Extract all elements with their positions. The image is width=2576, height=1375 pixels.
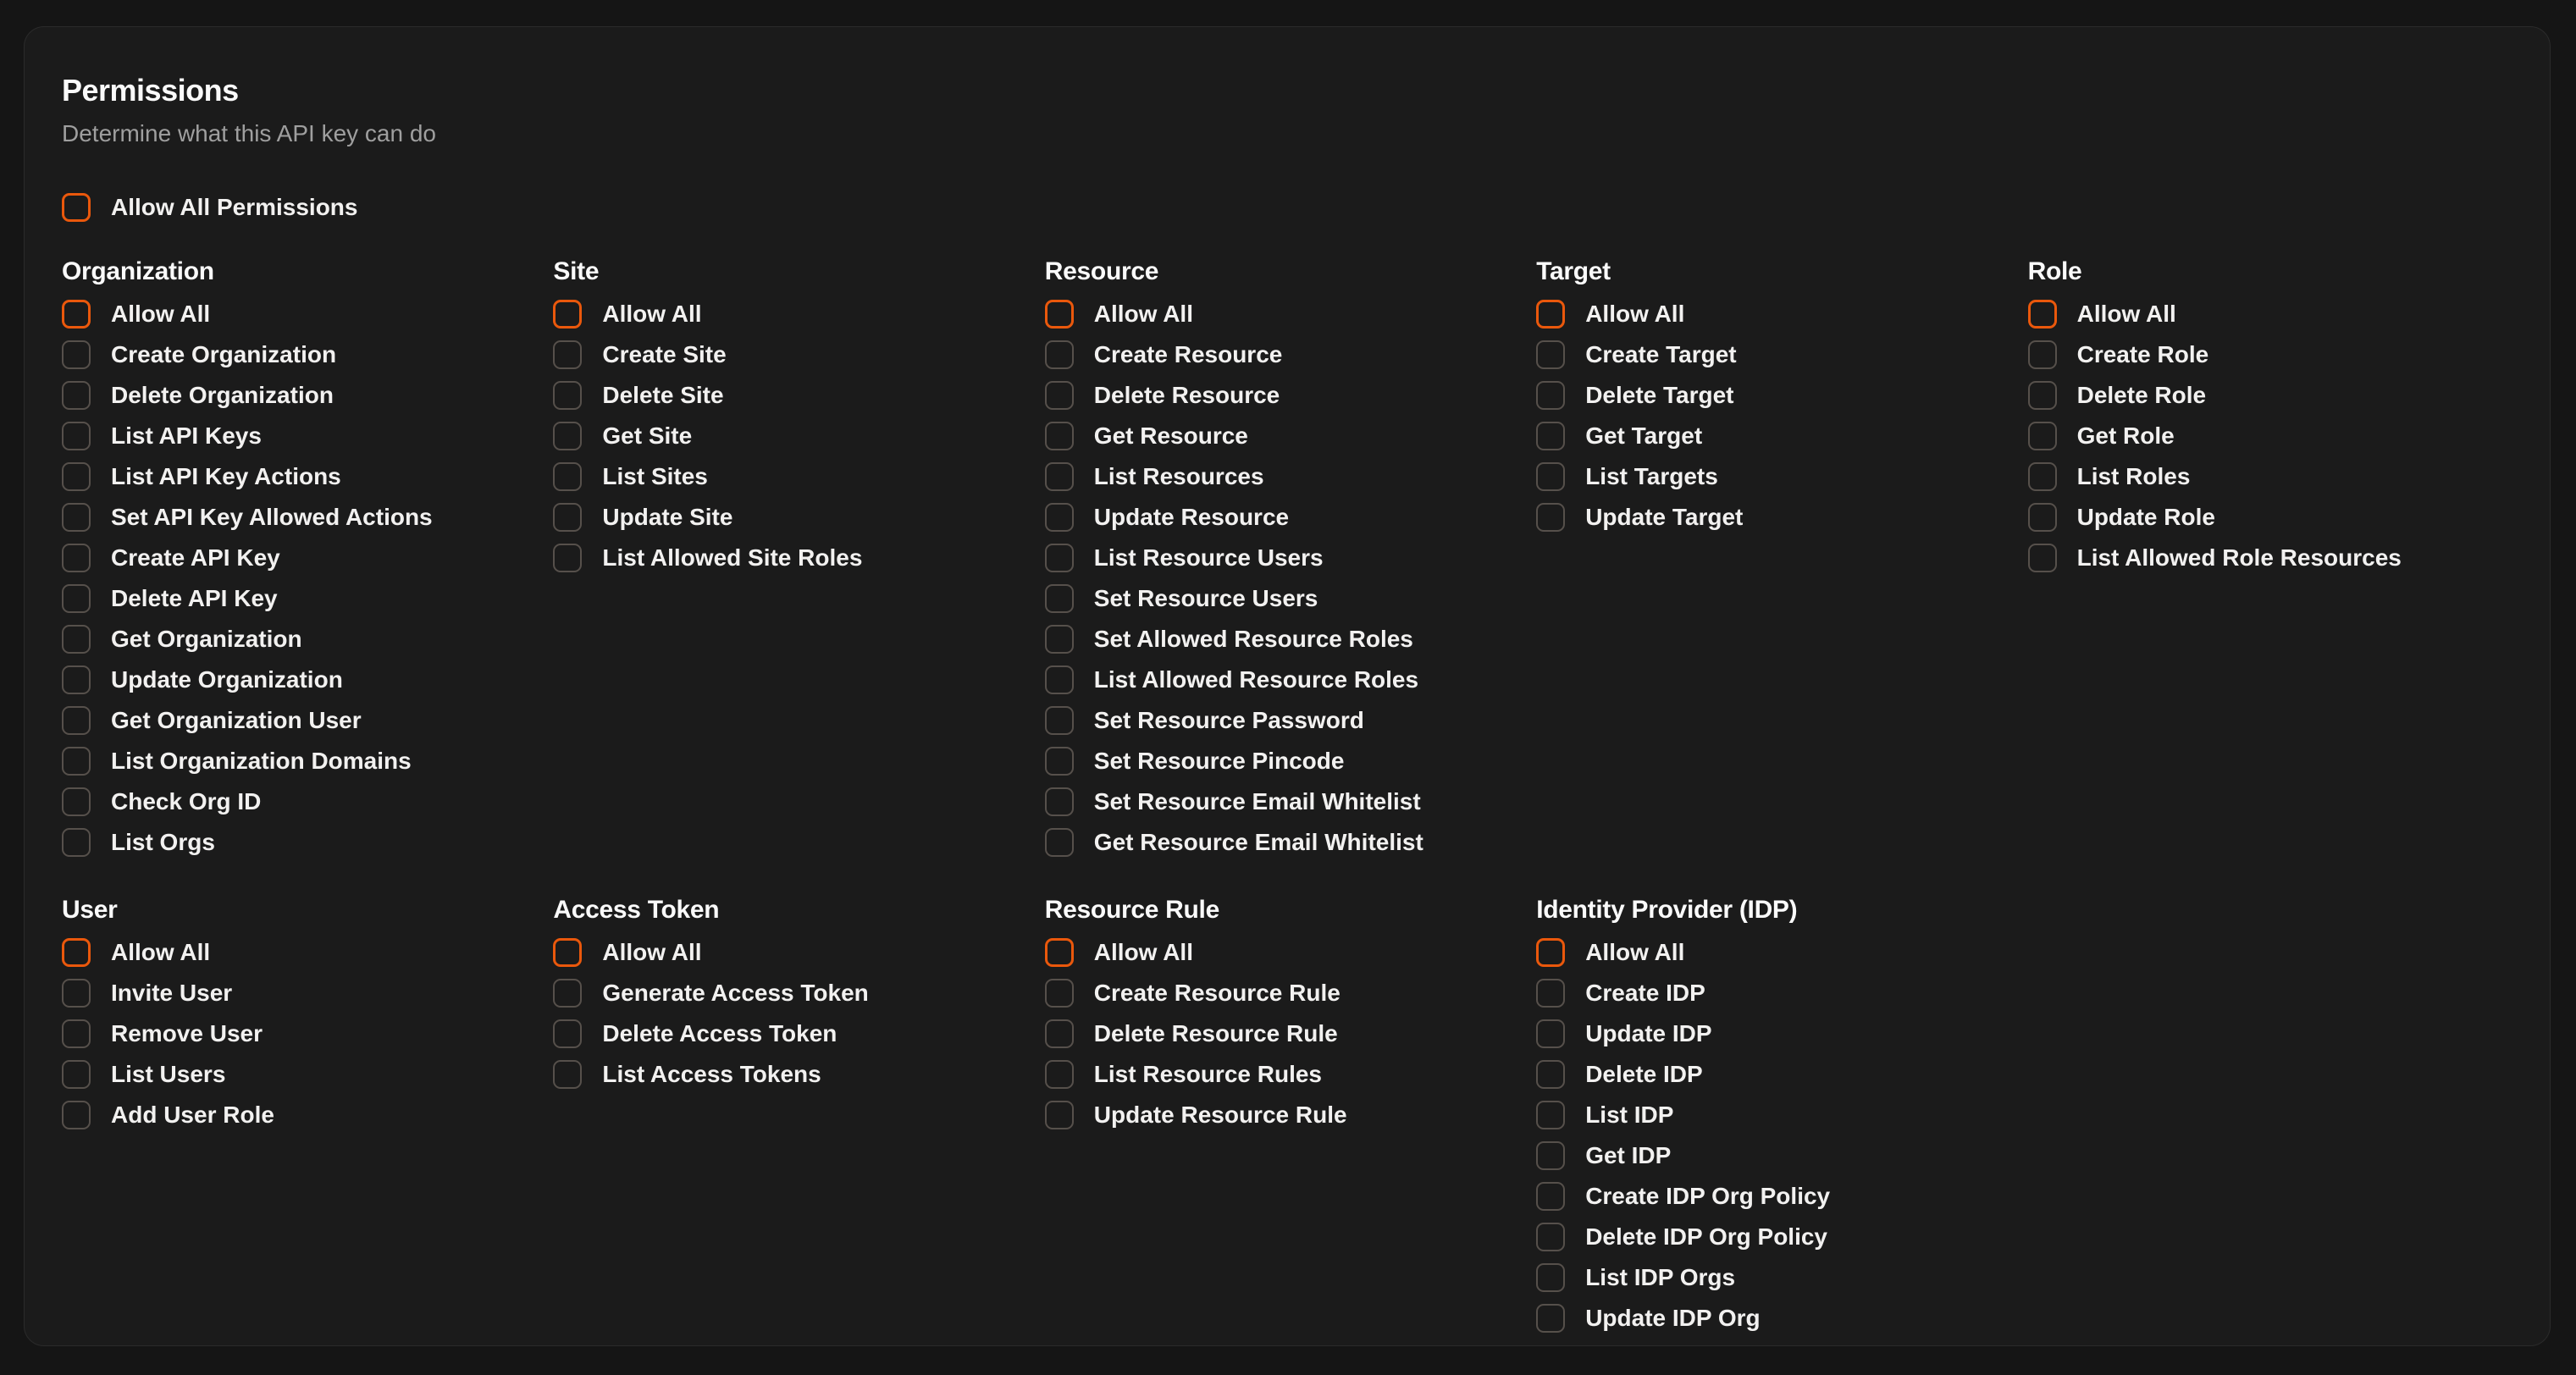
permission-checkbox-resource-get-resource[interactable]: [1045, 422, 1074, 450]
permission-checkbox-organization-delete-api-key[interactable]: [62, 584, 91, 613]
permission-row-resource-set-allowed-resource-roles[interactable]: [1045, 625, 1413, 654]
permission-row-target-update-target[interactable]: [1536, 503, 1743, 532]
permission-label: Set Resource Email Whitelist: [1093, 788, 1421, 815]
permission-row-resource-delete-resource[interactable]: [1045, 381, 1280, 410]
permission-group-items: [1536, 300, 2020, 532]
permission-row-organization-set-api-key-allowed-actions[interactable]: [62, 503, 433, 532]
permission-checkbox-organization-check-org-id[interactable]: [62, 787, 91, 816]
permission-row-resource-list-resource-users[interactable]: [1045, 544, 1324, 572]
permission-row-resource-set-resource-password[interactable]: [1045, 706, 1364, 735]
permission-group-title: Target: [1536, 257, 1611, 285]
permission-row-resource-rule-list-resource-rules[interactable]: [1045, 1060, 1322, 1089]
permission-label: Delete IDP Org Policy: [1585, 1223, 1827, 1250]
permission-group-items: [553, 300, 1037, 572]
permission-checkbox-identity-provider-idp-update-idp[interactable]: [1536, 1019, 1565, 1048]
permission-checkbox-access-token-list-access-tokens[interactable]: [553, 1060, 582, 1089]
permission-label: Add User Role: [111, 1102, 274, 1128]
permission-label: Delete Resource Rule: [1093, 1020, 1338, 1046]
permission-row-organization-list-api-keys[interactable]: [62, 422, 262, 450]
permission-label: Update Site: [602, 504, 733, 530]
allow-all-checkbox-access-token-allow-all[interactable]: [553, 938, 582, 967]
permission-label: List IDP: [1585, 1102, 1674, 1128]
permission-group-target: [1536, 257, 2020, 532]
permission-row-target-delete-target[interactable]: [1536, 381, 1733, 410]
permission-label: Update Target: [1585, 504, 1744, 530]
permission-label: Delete IDP: [1585, 1061, 1703, 1087]
permission-group-items: [2028, 300, 2512, 572]
permission-group-items: [1045, 938, 1529, 1129]
permission-row-organization-list-orgs[interactable]: [62, 828, 215, 857]
permission-checkbox-organization-create-api-key[interactable]: [62, 544, 91, 572]
permission-row-organization-get-organization[interactable]: [62, 625, 302, 654]
permission-checkbox-user-remove-user[interactable]: [62, 1019, 91, 1048]
permission-checkbox-site-create-site[interactable]: [553, 340, 582, 369]
permission-row-target-list-targets[interactable]: [1536, 462, 1718, 491]
permission-label: Allow All: [1585, 301, 1685, 327]
permission-checkbox-identity-provider-idp-list-idp-orgs[interactable]: [1536, 1263, 1565, 1292]
permission-label: Allow All: [1093, 301, 1193, 327]
permission-label: Allow All: [1093, 939, 1193, 965]
permission-row-site-list-sites[interactable]: [553, 462, 707, 491]
permission-checkbox-access-token-delete-access-token[interactable]: [553, 1019, 582, 1048]
permission-group-title: User: [62, 896, 118, 924]
permission-label: List Access Tokens: [602, 1061, 821, 1087]
permission-checkbox-resource-update-resource[interactable]: [1045, 503, 1074, 532]
permission-label: Update Organization: [111, 666, 343, 693]
permission-label: List API Keys: [111, 422, 262, 449]
permission-checkbox-role-create-role[interactable]: [2028, 340, 2057, 369]
permission-group-title: Role: [2027, 257, 2082, 285]
permission-checkbox-identity-provider-idp-get-idp[interactable]: [1536, 1141, 1565, 1170]
permission-row-organization-create-organization[interactable]: [62, 340, 336, 369]
page-title: Permissions: [62, 73, 239, 108]
permission-row-role-delete-role[interactable]: [2028, 381, 2207, 410]
allow-all-checkbox-target-allow-all[interactable]: [1536, 300, 1565, 329]
permission-label: Get Role: [2076, 422, 2175, 449]
permission-label: List Resources: [1093, 463, 1264, 489]
permission-label: List Orgs: [111, 829, 215, 855]
permission-checkbox-role-list-allowed-role-resources[interactable]: [2028, 544, 2057, 572]
permission-checkbox-resource-set-allowed-resource-roles[interactable]: [1045, 625, 1074, 654]
page-subtitle: Determine what this API key can do: [62, 120, 436, 146]
permission-label: Allow All: [602, 301, 702, 327]
permission-label: Update IDP: [1585, 1020, 1712, 1046]
allow-all-permissions-label: Allow All Permissions: [111, 194, 358, 220]
permission-checkbox-role-update-role[interactable]: [2028, 503, 2057, 532]
permission-group-items: [1536, 938, 2020, 1333]
permission-label: List Allowed Role Resources: [2076, 544, 2402, 571]
permission-row-site-update-site[interactable]: [553, 503, 732, 532]
permission-row-role-create-role[interactable]: [2028, 340, 2209, 369]
permission-label: Allow All: [111, 301, 211, 327]
permission-label: Allow All: [2076, 301, 2176, 327]
permission-group-title: Identity Provider (IDP): [1536, 896, 1798, 924]
permission-group-title: Resource: [1044, 257, 1159, 285]
permission-checkbox-organization-set-api-key-allowed-actions[interactable]: [62, 503, 91, 532]
permission-label: List Targets: [1585, 463, 1718, 489]
permission-label: Create Organization: [111, 341, 337, 367]
permission-checkbox-target-delete-target[interactable]: [1536, 381, 1565, 410]
permission-group-title: Access Token: [553, 896, 720, 924]
permission-checkbox-role-list-roles[interactable]: [2028, 462, 2057, 491]
permission-row-organization-allow-all[interactable]: [62, 300, 210, 329]
permission-row-site-list-allowed-site-roles[interactable]: [553, 544, 862, 572]
permission-label: Check Org ID: [111, 788, 262, 815]
permission-row-access-token-generate-access-token[interactable]: [553, 979, 868, 1008]
permission-label: List Resource Rules: [1093, 1061, 1322, 1087]
permission-label: Get Organization: [111, 626, 302, 652]
permission-checkbox-resource-delete-resource[interactable]: [1045, 381, 1074, 410]
permission-checkbox-organization-list-organization-domains[interactable]: [62, 747, 91, 776]
permission-checkbox-resource-rule-delete-resource-rule[interactable]: [1045, 1019, 1074, 1048]
permission-row-resource-rule-delete-resource-rule[interactable]: [1045, 1019, 1338, 1048]
permission-row-identity-provider-idp-create-idp-org-policy[interactable]: [1536, 1182, 1830, 1211]
permission-row-identity-provider-idp-delete-idp[interactable]: [1536, 1060, 1703, 1089]
permission-row-resource-list-allowed-resource-roles[interactable]: [1045, 665, 1418, 694]
permission-row-site-create-site[interactable]: [553, 340, 726, 369]
permission-checkbox-identity-provider-idp-create-idp-org-policy[interactable]: [1536, 1182, 1565, 1211]
permission-row-site-get-site[interactable]: [553, 422, 692, 450]
permission-label: Delete Role: [2076, 382, 2207, 408]
permission-checkbox-organization-list-orgs[interactable]: [62, 828, 91, 857]
permission-checkbox-resource-set-resource-pincode[interactable]: [1045, 747, 1074, 776]
permission-row-resource-rule-create-resource-rule[interactable]: [1045, 979, 1341, 1008]
permission-checkbox-resource-set-resource-users[interactable]: [1045, 584, 1074, 613]
permission-group-user: [62, 896, 546, 1129]
allow-all-checkbox-identity-provider-idp-allow-all[interactable]: [1536, 938, 1565, 967]
permission-row-resource-rule-allow-all[interactable]: [1045, 938, 1193, 967]
permission-checkbox-organization-create-organization[interactable]: [62, 340, 91, 369]
permission-row-role-get-role[interactable]: [2028, 422, 2175, 450]
permission-checkbox-organization-get-organization-user[interactable]: [62, 706, 91, 735]
permission-checkbox-target-create-target[interactable]: [1536, 340, 1565, 369]
permission-group-title: Resource Rule: [1044, 896, 1219, 924]
permission-row-role-allow-all[interactable]: [2028, 300, 2176, 329]
permission-group-items: [1045, 300, 1529, 857]
permission-row-resource-set-resource-pincode[interactable]: [1045, 747, 1345, 776]
permission-label: Delete Site: [602, 382, 724, 408]
permission-checkbox-resource-set-resource-email-whitelist[interactable]: [1045, 787, 1074, 816]
permission-label: Get Organization User: [111, 707, 362, 733]
permission-checkbox-resource-get-resource-email-whitelist[interactable]: [1045, 828, 1074, 857]
permission-checkbox-identity-provider-idp-update-idp-org[interactable]: [1536, 1304, 1565, 1333]
permission-row-organization-list-organization-domains[interactable]: [62, 747, 412, 776]
permission-group-resource: [1045, 257, 1529, 857]
permission-checkbox-target-list-targets[interactable]: [1536, 462, 1565, 491]
permission-checkbox-identity-provider-idp-create-idp[interactable]: [1536, 979, 1565, 1008]
permission-label: Get Resource: [1093, 422, 1248, 449]
permission-checkbox-site-list-sites[interactable]: [553, 462, 582, 491]
permission-checkbox-site-update-site[interactable]: [553, 503, 582, 532]
permission-row-access-token-allow-all[interactable]: [553, 938, 701, 967]
permission-checkbox-organization-list-api-keys[interactable]: [62, 422, 91, 450]
permission-checkbox-resource-list-allowed-resource-roles[interactable]: [1045, 665, 1074, 694]
permission-label: Delete Target: [1585, 382, 1734, 408]
permission-row-identity-provider-idp-list-idp-orgs[interactable]: [1536, 1263, 1735, 1292]
permission-label: Remove User: [111, 1020, 263, 1046]
permission-label: Create Resource: [1093, 341, 1283, 367]
permission-label: Set API Key Allowed Actions: [111, 504, 433, 530]
permission-checkbox-identity-provider-idp-delete-idp[interactable]: [1536, 1060, 1565, 1089]
permission-group-resource-rule: [1045, 896, 1529, 1129]
allow-all-permissions-row[interactable]: [62, 193, 357, 222]
permission-label: Allow All: [1585, 939, 1685, 965]
permission-row-organization-delete-organization[interactable]: [62, 381, 334, 410]
allow-all-checkbox-resource-rule-allow-all[interactable]: [1045, 938, 1074, 967]
permission-row-identity-provider-idp-update-idp[interactable]: [1536, 1019, 1711, 1048]
permission-label: List IDP Orgs: [1585, 1264, 1736, 1290]
permission-checkbox-site-get-site[interactable]: [553, 422, 582, 450]
permission-row-resource-set-resource-users[interactable]: [1045, 584, 1318, 613]
permission-row-user-list-users[interactable]: [62, 1060, 225, 1089]
permission-row-access-token-list-access-tokens[interactable]: [553, 1060, 821, 1089]
permission-checkbox-resource-rule-update-resource-rule[interactable]: [1045, 1101, 1074, 1129]
permission-row-organization-update-organization[interactable]: [62, 665, 343, 694]
permission-label: Delete Resource: [1093, 382, 1280, 408]
permission-group-role: [2028, 257, 2512, 572]
permission-row-role-list-roles[interactable]: [2028, 462, 2191, 491]
permission-checkbox-site-list-allowed-site-roles[interactable]: [553, 544, 582, 572]
permission-checkbox-resource-create-resource[interactable]: [1045, 340, 1074, 369]
permission-row-resource-allow-all[interactable]: [1045, 300, 1193, 329]
permission-checkbox-resource-rule-list-resource-rules[interactable]: [1045, 1060, 1074, 1089]
permission-row-role-list-allowed-role-resources[interactable]: [2028, 544, 2402, 572]
permission-row-organization-get-organization-user[interactable]: [62, 706, 362, 735]
permission-row-resource-get-resource[interactable]: [1045, 422, 1248, 450]
permission-label: List Allowed Site Roles: [602, 544, 863, 571]
permission-checkbox-role-delete-role[interactable]: [2028, 381, 2057, 410]
permission-label: Create Resource Rule: [1093, 980, 1341, 1006]
permission-row-organization-delete-api-key[interactable]: [62, 584, 278, 613]
permission-label: Get Resource Email Whitelist: [1093, 829, 1423, 855]
permission-row-user-add-user-role[interactable]: [62, 1101, 274, 1129]
permission-label: List Roles: [2076, 463, 2191, 489]
permission-label: List Organization Domains: [111, 748, 412, 774]
permission-label: Set Resource Pincode: [1093, 748, 1345, 774]
permission-label: Create API Key: [111, 544, 280, 571]
permission-row-organization-check-org-id[interactable]: [62, 787, 261, 816]
allow-all-permissions-checkbox[interactable]: [62, 193, 91, 222]
permission-group-identity-provider-idp: [1536, 896, 2020, 1333]
permission-checkbox-identity-provider-idp-delete-idp-org-policy[interactable]: [1536, 1223, 1565, 1251]
permission-row-target-create-target[interactable]: [1536, 340, 1736, 369]
permission-row-resource-list-resources[interactable]: [1045, 462, 1264, 491]
permission-row-identity-provider-idp-delete-idp-org-policy[interactable]: [1536, 1223, 1827, 1251]
permission-row-target-allow-all[interactable]: [1536, 300, 1684, 329]
permission-label: Create IDP: [1585, 980, 1705, 1006]
permission-row-identity-provider-idp-update-idp-org[interactable]: [1536, 1304, 1760, 1333]
permission-label: List API Key Actions: [111, 463, 341, 489]
permission-checkbox-site-delete-site[interactable]: [553, 381, 582, 410]
permission-checkbox-organization-delete-organization[interactable]: [62, 381, 91, 410]
permission-label: Invite User: [111, 980, 233, 1006]
permission-row-role-update-role[interactable]: [2028, 503, 2215, 532]
permission-label: List Sites: [602, 463, 708, 489]
permission-checkbox-target-update-target[interactable]: [1536, 503, 1565, 532]
permission-label: Set Resource Password: [1093, 707, 1364, 733]
permission-label: Update Resource: [1093, 504, 1290, 530]
permission-label: Update IDP Org: [1585, 1305, 1761, 1331]
allow-all-checkbox-resource-allow-all[interactable]: [1045, 300, 1074, 329]
permission-checkbox-organization-update-organization[interactable]: [62, 665, 91, 694]
permission-checkbox-resource-set-resource-password[interactable]: [1045, 706, 1074, 735]
allow-all-checkbox-organization-allow-all[interactable]: [62, 300, 91, 329]
permission-label: List Resource Users: [1093, 544, 1324, 571]
permission-label: Allow All: [111, 939, 211, 965]
permission-group-items: [62, 300, 546, 857]
permission-row-resource-set-resource-email-whitelist[interactable]: [1045, 787, 1421, 816]
permission-label: Create Target: [1585, 341, 1737, 367]
allow-all-checkbox-site-allow-all[interactable]: [553, 300, 582, 329]
permission-label: Allow All: [602, 939, 702, 965]
permission-row-identity-provider-idp-list-idp[interactable]: [1536, 1101, 1673, 1129]
permission-label: Create Role: [2076, 341, 2209, 367]
permission-label: Update Resource Rule: [1093, 1102, 1347, 1128]
permission-label: Generate Access Token: [602, 980, 869, 1006]
permission-row-identity-provider-idp-create-idp[interactable]: [1536, 979, 1705, 1008]
permission-checkbox-resource-list-resource-users[interactable]: [1045, 544, 1074, 572]
permission-row-organization-list-api-key-actions[interactable]: [62, 462, 341, 491]
permission-label: Get Target: [1585, 422, 1703, 449]
permissions-grid: [62, 257, 2512, 1333]
permission-group-site: [553, 257, 1037, 572]
permission-label: Get IDP: [1585, 1142, 1672, 1168]
permission-row-access-token-delete-access-token[interactable]: [553, 1019, 837, 1048]
permission-row-site-allow-all[interactable]: [553, 300, 701, 329]
permission-checkbox-user-invite-user[interactable]: [62, 979, 91, 1008]
permission-checkbox-resource-list-resources[interactable]: [1045, 462, 1074, 491]
permission-checkbox-user-add-user-role[interactable]: [62, 1101, 91, 1129]
permission-checkbox-target-get-target[interactable]: [1536, 422, 1565, 450]
permission-group-title: Site: [553, 257, 600, 285]
allow-all-checkbox-user-allow-all[interactable]: [62, 938, 91, 967]
permission-row-site-delete-site[interactable]: [553, 381, 723, 410]
permission-row-user-allow-all[interactable]: [62, 938, 210, 967]
permission-row-user-invite-user[interactable]: [62, 979, 232, 1008]
permission-row-user-remove-user[interactable]: [62, 1019, 263, 1048]
permission-checkbox-identity-provider-idp-list-idp[interactable]: [1536, 1101, 1565, 1129]
permission-label: Set Allowed Resource Roles: [1093, 626, 1413, 652]
permission-row-identity-provider-idp-get-idp[interactable]: [1536, 1141, 1671, 1170]
permission-label: Set Resource Users: [1093, 585, 1318, 611]
permission-checkbox-role-get-role[interactable]: [2028, 422, 2057, 450]
permission-row-resource-create-resource[interactable]: [1045, 340, 1283, 369]
permission-checkbox-user-list-users[interactable]: [62, 1060, 91, 1089]
permissions-card: [24, 26, 2551, 1346]
permission-label: Delete Organization: [111, 382, 334, 408]
permission-label: Delete Access Token: [602, 1020, 837, 1046]
allow-all-checkbox-role-allow-all[interactable]: [2028, 300, 2057, 329]
permission-label: List Allowed Resource Roles: [1093, 666, 1419, 693]
permission-label: Create IDP Org Policy: [1585, 1183, 1831, 1209]
permission-row-resource-rule-update-resource-rule[interactable]: [1045, 1101, 1347, 1129]
permission-label: Get Site: [602, 422, 693, 449]
permission-row-identity-provider-idp-allow-all[interactable]: [1536, 938, 1684, 967]
permission-checkbox-organization-get-organization[interactable]: [62, 625, 91, 654]
permission-group-items: [62, 938, 546, 1129]
permission-group-access-token: [553, 896, 1037, 1089]
permission-row-target-get-target[interactable]: [1536, 422, 1702, 450]
permission-group-items: [553, 938, 1037, 1089]
permission-label: Create Site: [602, 341, 727, 367]
permission-row-organization-create-api-key[interactable]: [62, 544, 280, 572]
permission-checkbox-access-token-generate-access-token[interactable]: [553, 979, 582, 1008]
permission-group-title: Organization: [62, 257, 214, 285]
permission-row-resource-get-resource-email-whitelist[interactable]: [1045, 828, 1423, 857]
permission-group-organization: [62, 257, 546, 857]
permission-checkbox-organization-list-api-key-actions[interactable]: [62, 462, 91, 491]
permission-label: Update Role: [2076, 504, 2215, 530]
permission-label: List Users: [111, 1061, 226, 1087]
permission-checkbox-resource-rule-create-resource-rule[interactable]: [1045, 979, 1074, 1008]
permission-label: Delete API Key: [111, 585, 278, 611]
permission-row-resource-update-resource[interactable]: [1045, 503, 1289, 532]
